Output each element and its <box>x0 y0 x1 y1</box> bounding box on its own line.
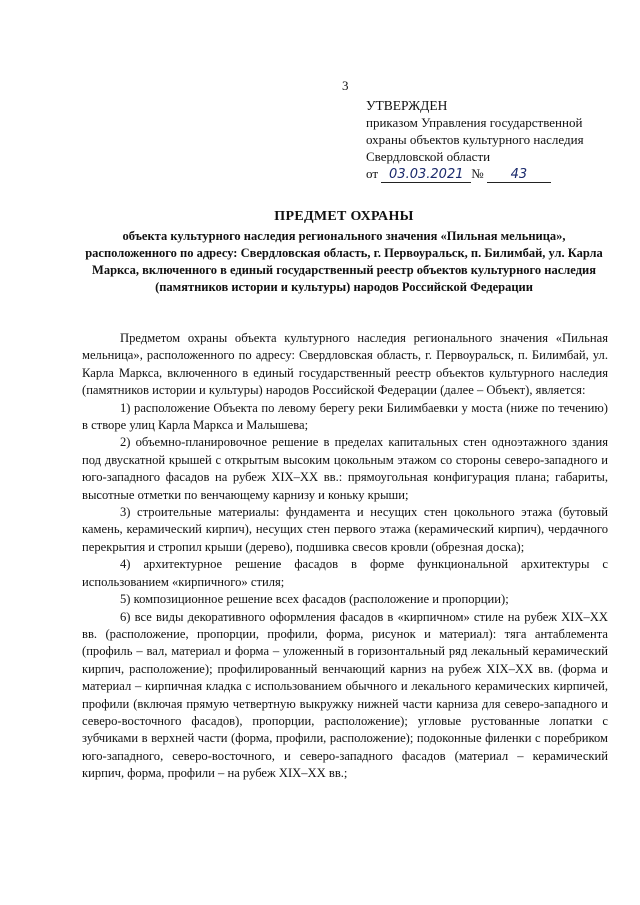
date-prefix: от <box>366 166 379 181</box>
approval-title: УТВЕРЖДЕН <box>366 98 448 113</box>
approval-line: охраны объектов культурного наследия <box>366 132 584 147</box>
page-number: 3 <box>342 78 349 93</box>
number-label: № <box>471 166 484 181</box>
handwritten-date: 03.03.2021 <box>381 168 471 183</box>
approval-line: Свердловской области <box>366 149 491 164</box>
item-paragraph: 2) объемно-планировочное решение в пределах капитальных стен одноэтажного здания под двускатной крышей с открытым высоким цокольным этажом со стороны северо-западного и юго-западного фасадов на рубеж XIX–XX вв.: прямоугольная конфигурация плана; габариты, высотные отметки по венчающему карнизу и коньку крыши; <box>82 435 608 502</box>
intro-paragraph: Предметом охраны объекта культурного наследия регионального значения «Пильная мельница», расположенного по адресу: Свердловская область, г. Первоуральск, п. Билимбай, ул. Карла Маркса, включенного в единый государственный реестр объектов культурного наследия (памятников истории и культуры) народов Российской Федерации (далее – Объект), является: <box>82 331 608 398</box>
order-date-line <box>366 165 626 183</box>
item-paragraph: 4) архитектурное решение фасадов в форме функциональной архитектуры с использованием «кирпичного» стиля; <box>82 557 608 589</box>
approval-line: приказом Управления государственной <box>366 115 583 130</box>
item-paragraph: 5) композиционное решение всех фасадов (расположение и пропорции); <box>120 592 509 607</box>
item-paragraph: 1) расположение Объекта по левому берегу реки Билимбаевки у моста (ниже по течению) в створе улиц Карла Маркса и Малышева; <box>82 400 608 433</box>
item-paragraph: 3) строительные материалы: фундамента и несущих стен цокольного этажа (бутовый камень, керамический кирпич), несущих стен первого этажа (керамический кирпич), чердачного перекрытия и стропил крыши (дерево), подшивка свесов кровли (обрезная доска); <box>82 505 608 554</box>
document-body <box>82 330 608 783</box>
document-title: ПРЕДМЕТ ОХРАНЫ <box>274 209 414 224</box>
approval-block <box>366 97 626 183</box>
document-subtitle: объекта культурного наследия регионального значения «Пильная мельница», расположенного по адресу: Свердловская область, г. Первоуральск, п. Билимбай, ул. Карла Маркса, включенного в единый государственный реестр объектов культурного наследия (памятников истории и культуры) народов Российской Федерации <box>85 229 603 294</box>
document-heading <box>80 208 608 296</box>
item-paragraph: 6) все виды декоративного оформления фасадов в «кирпичном» стиле на рубеж XIX–XX вв. (расположение, пропорции, профили, форма, рисунок и материал): тяга антаблемента (профиль – вал, материал и форма – уложенный в горизонтальный ряд лекальный керамический кирпич, расположение); профилированный венчающий карниз на рубеж XIX–XX вв. (форма и материал – кирпичная кладка с использованием обычного и лекального керамических кирпичей, профили (включая прямую четвертную выкружку нижней части карниза для северо-западного и северо-восточного фасадов), пропорции, расположение); угловые рустованные лопатки с зубчиками в верхней части (форма, профили, расположение); подоконные филенки с поребриком юго-западного, северо-восточного, и северо-западного фасадов (материал – керамический кирпич, форма, профили – на рубеж XIX–XX вв.; <box>82 609 608 781</box>
handwritten-number: 43 <box>487 168 551 183</box>
